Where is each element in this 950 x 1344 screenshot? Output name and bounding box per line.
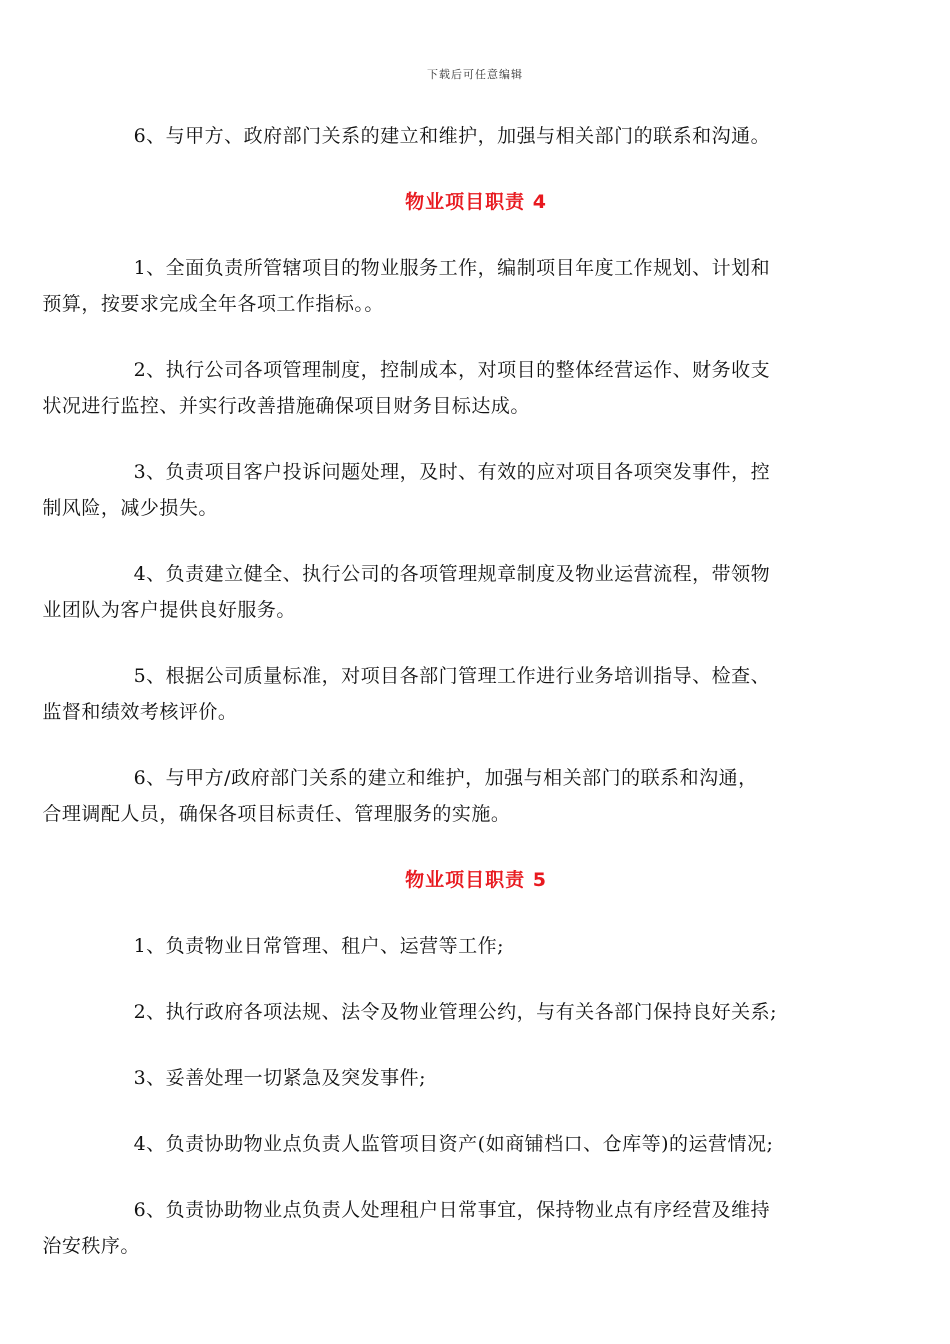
paragraph (88, 928, 864, 964)
paragraph-line: 1、负责物业日常管理、租户、运营等工作; (133, 935, 505, 957)
paragraph-line: 5、根据公司质量标准，对项目各部门管理工作进行业务培训指导、检查、 (133, 665, 771, 687)
paragraph (42, 556, 864, 628)
paragraph (42, 250, 864, 322)
paragraph (88, 118, 864, 154)
paragraph (42, 1192, 864, 1264)
paragraph (88, 1126, 864, 1162)
paragraph-line: 状况进行监控、并实行改善措施确保项目财务目标达成。 (42, 395, 530, 417)
paragraph-line: 制风险，减少损失。 (42, 497, 218, 519)
paragraph-line: 6、与甲方、政府部门关系的建立和维护，加强与相关部门的联系和沟通。 (133, 125, 771, 147)
paragraph-line: 3、妥善处理一切紧急及突发事件; (133, 1067, 427, 1089)
paragraph-line: 合理调配人员，确保各项目标责任、管理服务的实施。 (42, 803, 511, 825)
section-heading: 物业项目职责 4 (405, 191, 547, 213)
section-heading: 物业项目职责 5 (405, 869, 547, 891)
paragraph-line: 4、负责建立健全、执行公司的各项管理规章制度及物业运营流程，带领物 (133, 563, 771, 585)
paragraph (42, 760, 864, 832)
paragraph-line: 监督和绩效考核评价。 (42, 701, 238, 723)
paragraph-line: 预算，按要求完成全年各项工作指标。。 (42, 293, 384, 315)
document-body (42, 118, 864, 1294)
paragraph-line: 治安秩序。 (42, 1235, 140, 1257)
paragraph-line: 4、负责协助物业点负责人监管项目资产(如商铺档口、仓库等)的运营情况; (133, 1133, 774, 1155)
page-header: 下载后可任意编辑 (427, 68, 523, 81)
paragraph (42, 454, 864, 526)
paragraph (88, 994, 864, 1030)
paragraph-line: 2、执行公司各项管理制度，控制成本，对项目的整体经营运作、财务收支 (133, 359, 771, 381)
paragraph-line: 6、与甲方/政府部门关系的建立和维护，加强与相关部门的联系和沟通， (133, 767, 758, 789)
paragraph-line: 业团队为客户提供良好服务。 (42, 599, 296, 621)
paragraph (88, 1060, 864, 1096)
paragraph-line: 2、执行政府各项法规、法令及物业管理公约，与有关各部门保持良好关系; (133, 1001, 778, 1023)
paragraph (42, 658, 864, 730)
paragraph (42, 352, 864, 424)
paragraph-line: 6、负责协助物业点负责人处理租户日常事宜，保持物业点有序经营及维持 (133, 1199, 771, 1221)
paragraph-line: 3、负责项目客户投诉问题处理，及时、有效的应对项目各项突发事件，控 (133, 461, 771, 483)
paragraph-line: 1、全面负责所管辖项目的物业服务工作，编制项目年度工作规划、计划和 (133, 257, 771, 279)
